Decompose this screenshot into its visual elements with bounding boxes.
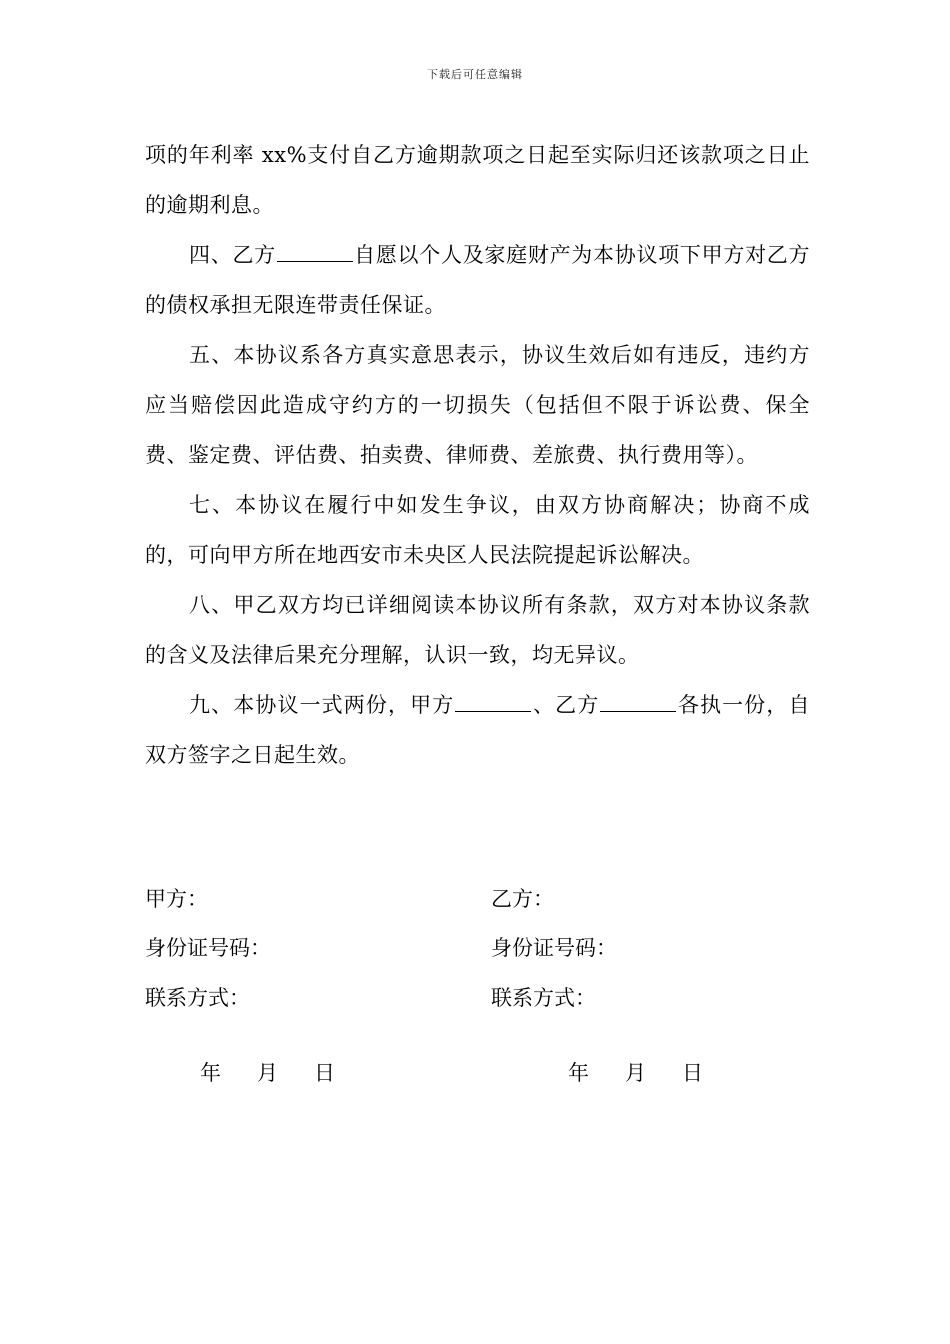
- party-b-date-day: 日: [682, 1061, 703, 1085]
- clause-9-middle: 、乙方: [532, 693, 600, 717]
- party-b-name-blank: [277, 245, 353, 262]
- paragraph-clause-7: 七、本协议在履行中如发生争议，由双方协商解决；协商不成的，可向甲方所在地西安市未央区人民法院提起诉讼解决。: [145, 493, 810, 567]
- header-note: 下载后可任意编辑: [427, 68, 523, 81]
- party-a-contact-label: 联系方式：: [145, 986, 250, 1010]
- clause-9-start: 九、本协议一式两份，甲方: [189, 693, 455, 717]
- party-b-contact-label: 联系方式：: [491, 986, 596, 1010]
- party-a-date-year: 年: [200, 1061, 221, 1085]
- clause-4-start: 四、乙方: [189, 243, 276, 267]
- party-b-copy-blank: [600, 695, 676, 712]
- party-a-label: 甲方：: [145, 887, 208, 911]
- party-a-date-day: 日: [314, 1061, 335, 1085]
- paragraph-clause-9: [145, 680, 810, 780]
- paragraph-clause-5: 五、本协议系各方真实意思表示，协议生效后如有违反，违约方应当赔偿因此造成守约方的一切损失（包括但不限于诉讼费、保全费、鉴定费、评估费、拍卖费、律师费、差旅费、执行费用等）。: [145, 343, 810, 467]
- paragraph-clause-4: [145, 230, 810, 330]
- party-a-id-label: 身份证号码：: [145, 936, 271, 960]
- clause-9-end: 各执一份，自双方签字之日起生效。: [145, 693, 811, 767]
- party-b-date: [568, 1058, 703, 1088]
- party-a-date-month: 月: [257, 1061, 278, 1085]
- party-a-date: [200, 1058, 335, 1088]
- paragraph-clause-8: 八、甲乙双方均已详细阅读本协议所有条款，双方对本协议条款的含义及法律后果充分理解，认识一致，均无异议。: [145, 593, 810, 667]
- party-a-copy-blank: [455, 695, 531, 712]
- party-b-label: 乙方：: [491, 887, 554, 911]
- party-b-date-month: 月: [625, 1061, 646, 1085]
- party-b-id-label: 身份证号码：: [491, 936, 617, 960]
- clause-4-end: 自愿以个人及家庭财产为本协议项下甲方对乙方的债权承担无限连带责任保证。: [145, 243, 811, 317]
- agreement-body: [145, 130, 810, 780]
- paragraph-interest-continuation: 项的年利率 xx%支付自乙方逾期款项之日起至实际归还该款项之日止的逾期利息。: [145, 143, 810, 217]
- party-b-date-year: 年: [568, 1061, 589, 1085]
